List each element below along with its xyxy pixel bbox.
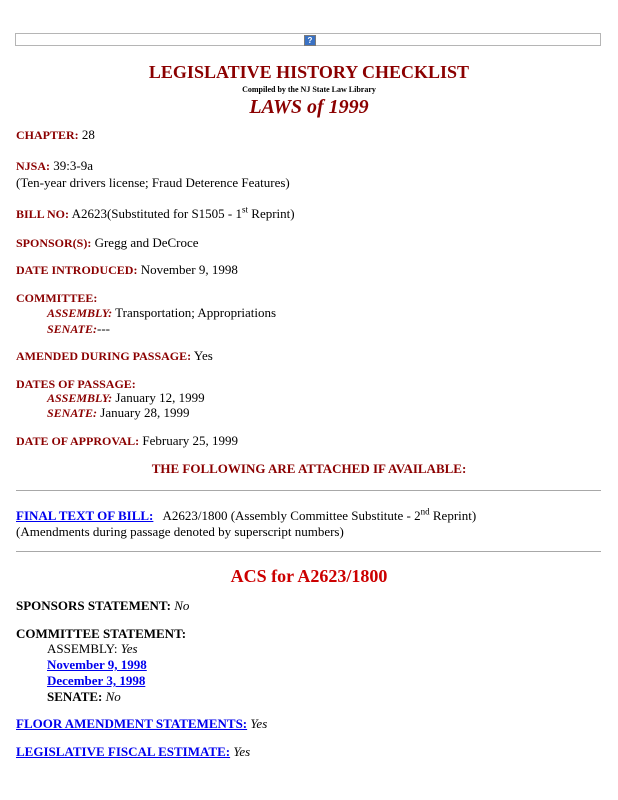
njsa-row xyxy=(16,158,93,174)
statement-date-row-2 xyxy=(47,673,145,689)
final-text-link[interactable]: FINAL TEXT OF BILL: xyxy=(16,508,154,523)
committee-senate-value: --- xyxy=(97,321,111,336)
passage-senate-value: January 28, 1999 xyxy=(100,405,190,420)
divider-2 xyxy=(16,551,601,552)
chapter-row xyxy=(16,127,95,143)
statement-senate-value: No xyxy=(105,689,121,704)
help-icon[interactable]: ? xyxy=(304,35,316,46)
chapter-label: CHAPTER: xyxy=(16,128,79,142)
committee-label xyxy=(16,290,97,306)
floor-amendment-value: Yes xyxy=(250,716,268,731)
passage-senate-row xyxy=(47,405,189,421)
sponsors-statement-value: No xyxy=(174,598,190,613)
approval-row xyxy=(16,433,238,449)
statement-assembly-label: ASSEMBLY: xyxy=(47,641,118,656)
sponsor-label: SPONSOR(S): xyxy=(16,236,92,250)
committee-senate-row xyxy=(47,321,110,337)
final-text-row xyxy=(16,508,476,524)
floor-amendment-row xyxy=(16,716,267,732)
statement-senate-label: SENATE: xyxy=(47,689,103,704)
bill-value-main: A2623(Substituted for S1505 - 1 xyxy=(71,206,243,221)
passage-heading: DATES OF PASSAGE: xyxy=(16,377,136,391)
fiscal-estimate-link[interactable]: LEGISLATIVE FISCAL ESTIMATE: xyxy=(16,744,231,759)
floor-amendment-link[interactable]: FLOOR AMENDMENT STATEMENTS: xyxy=(16,716,248,731)
njsa-label: NJSA: xyxy=(16,159,51,173)
compiled-by: Compiled by the NJ State Law Library xyxy=(242,85,376,94)
approval-value: February 25, 1999 xyxy=(142,433,239,448)
date-introduced-value: November 9, 1998 xyxy=(140,262,238,277)
bill-value-tail: Reprint) xyxy=(248,206,295,221)
committee-assembly-label: ASSEMBLY: xyxy=(47,306,113,320)
passage-assembly-value: January 12, 1999 xyxy=(115,390,205,405)
njsa-description: (Ten-year drivers license; Fraud Deterence Features) xyxy=(16,175,290,190)
statement-date-link-2[interactable]: December 3, 1998 xyxy=(47,673,146,688)
amended-value: Yes xyxy=(193,348,213,363)
bill-value xyxy=(72,206,295,221)
bill-row xyxy=(16,206,295,222)
committee-senate-label: SENATE: xyxy=(47,322,98,336)
page-title: LEGISLATIVE HISTORY CHECKLIST xyxy=(148,62,470,82)
date-introduced-row xyxy=(16,262,238,278)
sponsors-statement-label: SPONSORS STATEMENT: xyxy=(16,598,171,613)
passage-assembly-label: ASSEMBLY: xyxy=(47,391,113,405)
statement-senate-row xyxy=(47,689,121,705)
attached-heading: THE FOLLOWING ARE ATTACHED IF AVAILABLE: xyxy=(151,461,467,476)
committee-statement-label: COMMITTEE STATEMENT: xyxy=(16,626,187,641)
sponsor-row xyxy=(16,235,199,251)
sponsor-value: Gregg and DeCroce xyxy=(94,235,199,250)
amended-label: AMENDED DURING PASSAGE: xyxy=(16,349,192,363)
divider-1 xyxy=(16,490,601,491)
final-text-sup: nd xyxy=(420,506,430,517)
amended-row xyxy=(16,348,213,364)
committee-assembly-row xyxy=(47,305,276,321)
njsa-value: 39:3-9a xyxy=(53,158,93,173)
statement-assembly-row xyxy=(47,641,138,657)
final-text-main: A2623/1800 (Assembly Committee Substitute - 2 xyxy=(162,508,421,523)
fiscal-estimate-row xyxy=(16,744,250,760)
final-text-note: (Amendments during passage denoted by superscript numbers) xyxy=(16,524,344,539)
passage-assembly-row xyxy=(47,390,205,406)
passage-senate-label: SENATE: xyxy=(47,406,98,420)
date-introduced-label: DATE INTRODUCED: xyxy=(16,263,138,277)
bill-label: BILL NO: xyxy=(16,207,70,221)
committee-statement-row xyxy=(16,626,186,642)
final-text-tail: Reprint) xyxy=(429,508,477,523)
sponsors-statement-row xyxy=(16,598,189,614)
laws-year-heading: LAWS of 1999 xyxy=(249,96,369,118)
committee-assembly-value: Transportation; Appropriations xyxy=(115,305,277,320)
acs-heading: ACS for A2623/1800 xyxy=(230,566,388,586)
statement-date-row-1 xyxy=(47,657,147,673)
top-toolbar-bar xyxy=(15,33,601,46)
bill-value-sup: st xyxy=(242,204,249,215)
chapter-value: 28 xyxy=(81,127,95,142)
approval-label: DATE OF APPROVAL: xyxy=(16,434,140,448)
committee-heading: COMMITTEE: xyxy=(16,291,98,305)
statement-assembly-value: Yes xyxy=(120,641,138,656)
fiscal-estimate-value: Yes xyxy=(233,744,251,759)
statement-date-link-1[interactable]: November 9, 1998 xyxy=(47,657,147,672)
final-text-value xyxy=(162,508,476,523)
